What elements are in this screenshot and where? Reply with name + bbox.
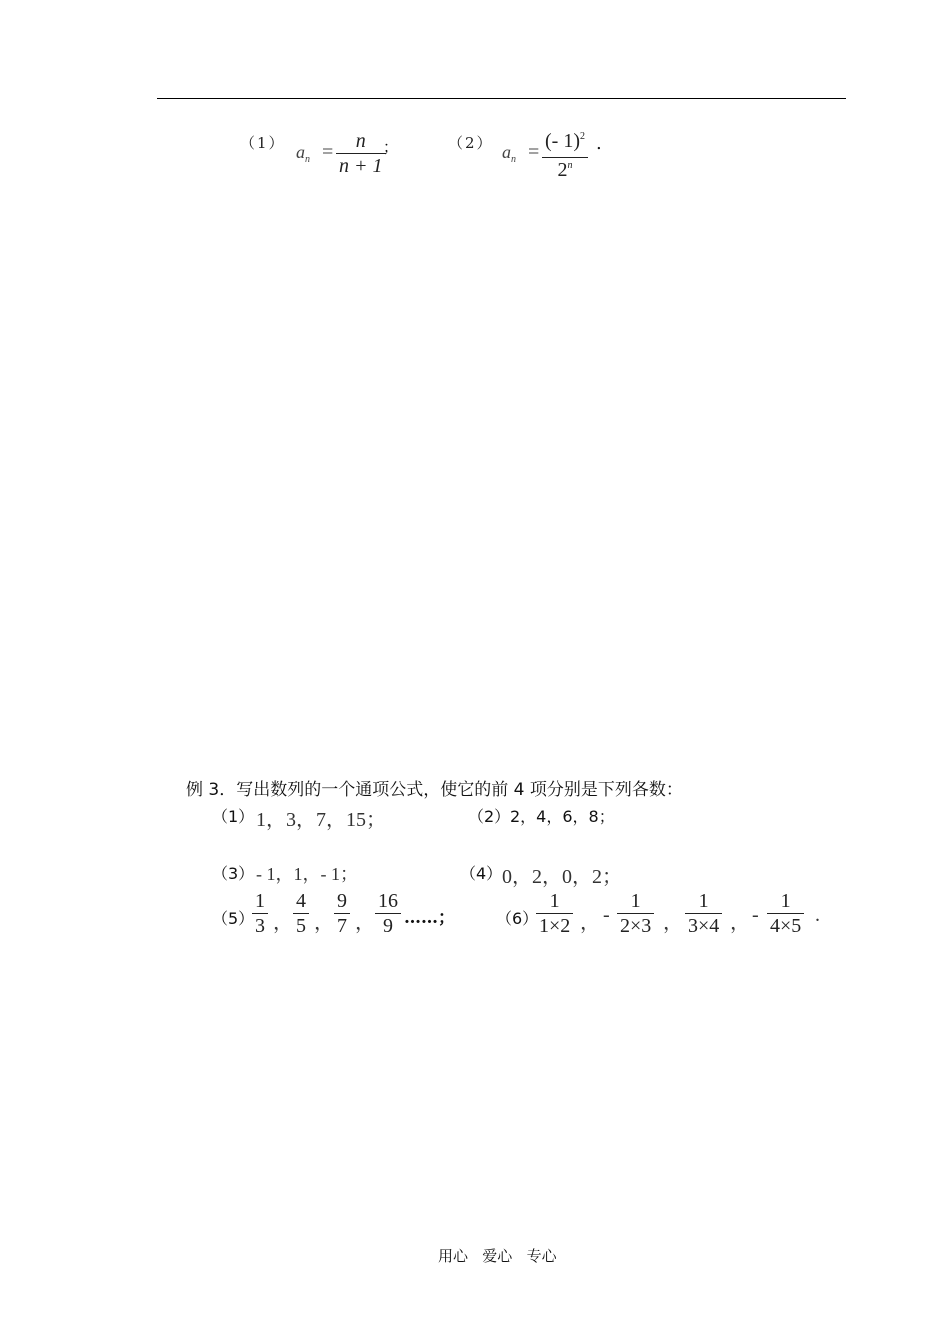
formula-1-fraction [336,129,386,178]
part-3-label: （3） [212,864,255,883]
part-6-num: 1 [549,890,560,912]
part-6-label: （6） [496,909,539,928]
part-5-sep: ， [355,912,375,934]
part-5-fraction [334,889,350,938]
part-1-values: 1，3，7，15； [256,809,386,831]
part-6-fraction [536,889,573,938]
formula-1-lhs [296,142,310,163]
formula-1-tail: ； [383,138,399,156]
part-5-den: 3 [255,915,265,937]
part-5-fraction [293,889,309,938]
formula-1-eq: = [322,141,334,163]
part-5-sep: ， [273,912,293,934]
part-6-fraction [767,889,804,938]
formula-2-num-exp: 2 [579,131,585,142]
formula-2-den-base: 2 [557,159,568,181]
part-2-values: 2，4，6，8； [510,807,615,826]
formula-1-sub: n [305,154,310,165]
part-6-num: 1 [698,890,709,912]
formula-1-var: a [296,142,305,162]
part-5-fraction [252,889,268,938]
formula-2-fraction [542,129,588,186]
part-5-num: 4 [296,890,306,912]
part-6-num: 1 [780,890,791,912]
part-1-label: （1） [212,807,255,826]
part-6-minus: - [752,904,759,926]
formula-2-lhs [502,142,516,163]
header-rule [157,98,846,99]
part-5-den: 9 [383,915,393,937]
part-5-tail: ……； [404,908,455,928]
part-6-sep: ， [730,912,750,934]
page-footer: 用心 爱心 专心 [438,1247,557,1265]
part-6-sep: ， [580,912,600,934]
part-6-den: 2×3 [620,915,652,937]
part-5-sep: ， [314,912,334,934]
part-5-num: 9 [337,890,347,912]
part-5-den: 5 [296,915,306,937]
part-4-label: （4） [460,864,503,883]
part-3-values: - 1，1，- 1； [256,864,358,884]
part-6-den: 3×4 [688,915,720,937]
part-2-label: （2） [468,807,511,826]
formula-1-denominator: n + 1 [339,155,383,177]
formula-1-label: （1） [240,134,286,152]
part-6-minus: - [603,904,610,926]
part-6-sep: ， [663,912,683,934]
part-5-fraction [375,889,401,938]
formula-2-label: （2） [448,134,494,152]
part-4-values: 0，2，0，2； [502,866,622,888]
example-3-title: 例 3．写出数列的一个通项公式，使它的前 4 项分别是下列各数： [186,780,683,800]
formula-2-var: a [502,142,511,162]
formula-2-sub: n [511,154,516,165]
formula-2-den-exp: n [567,160,573,171]
part-6-num: 1 [630,890,641,912]
part-5-num: 16 [378,890,398,912]
part-6-tail: . [815,904,820,926]
part-5-label: （5） [212,909,255,928]
part-5-num: 1 [255,890,265,912]
formula-1-numerator: n [355,130,366,152]
part-5-den: 7 [337,915,347,937]
formula-2-num-base: (- 1) [545,130,580,152]
formula-2-eq: = [528,141,540,163]
part-6-den: 1×2 [539,915,571,937]
part-6-fraction [617,889,654,938]
part-6-fraction [685,889,722,938]
part-6-den: 4×5 [770,915,802,937]
formula-2-tail: . [596,133,602,154]
